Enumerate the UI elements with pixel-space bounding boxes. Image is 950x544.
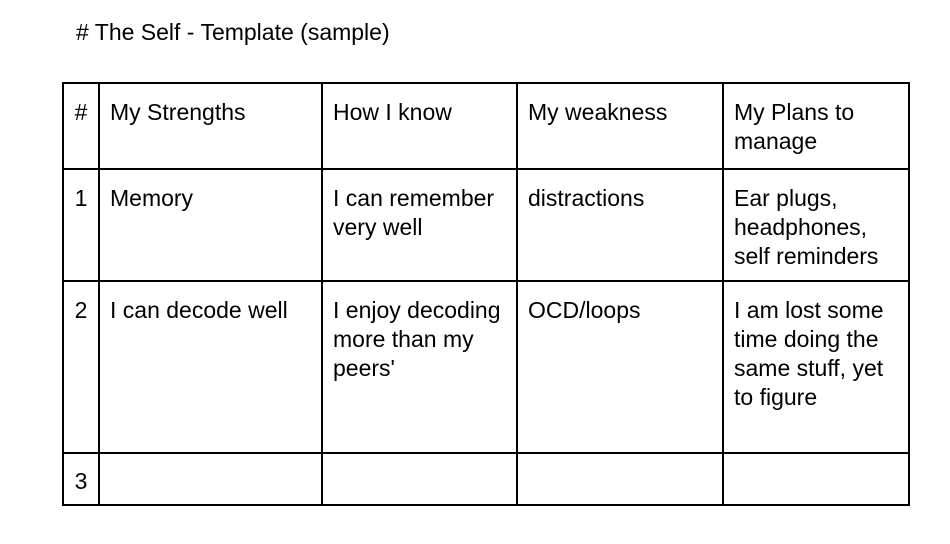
strength-cell[interactable]: Memory [99,169,322,281]
table-row [63,169,909,281]
header-weakness-cell[interactable]: My weakness [517,83,723,169]
table-row [63,453,909,505]
table-row [63,281,909,453]
how-i-know-cell[interactable] [322,453,517,505]
self-template-table [62,82,910,506]
row-number-cell[interactable]: 1 [63,169,99,281]
header-how-i-know-cell[interactable]: How I know [322,83,517,169]
weakness-cell[interactable]: distractions [517,169,723,281]
strength-cell[interactable]: I can decode well [99,281,322,453]
weakness-cell[interactable] [517,453,723,505]
table-header-row [63,83,909,169]
how-i-know-cell[interactable]: I can remember very well [322,169,517,281]
weakness-cell[interactable]: OCD/loops [517,281,723,453]
header-number-cell[interactable]: # [63,83,99,169]
plans-cell[interactable] [723,453,909,505]
header-plans-cell[interactable]: My Plans to manage [723,83,909,169]
plans-cell[interactable]: I am lost some time doing the same stuff, yet to figure [723,281,909,453]
row-number-cell[interactable]: 3 [63,453,99,505]
document-title: # The Self - Template (sample) [76,19,390,45]
strength-cell[interactable] [99,453,322,505]
how-i-know-cell[interactable]: I enjoy decoding more than my peers' [322,281,517,453]
row-number-cell[interactable]: 2 [63,281,99,453]
header-strengths-cell[interactable]: My Strengths [99,83,322,169]
plans-cell[interactable]: Ear plugs, headphones, self reminders [723,169,909,281]
